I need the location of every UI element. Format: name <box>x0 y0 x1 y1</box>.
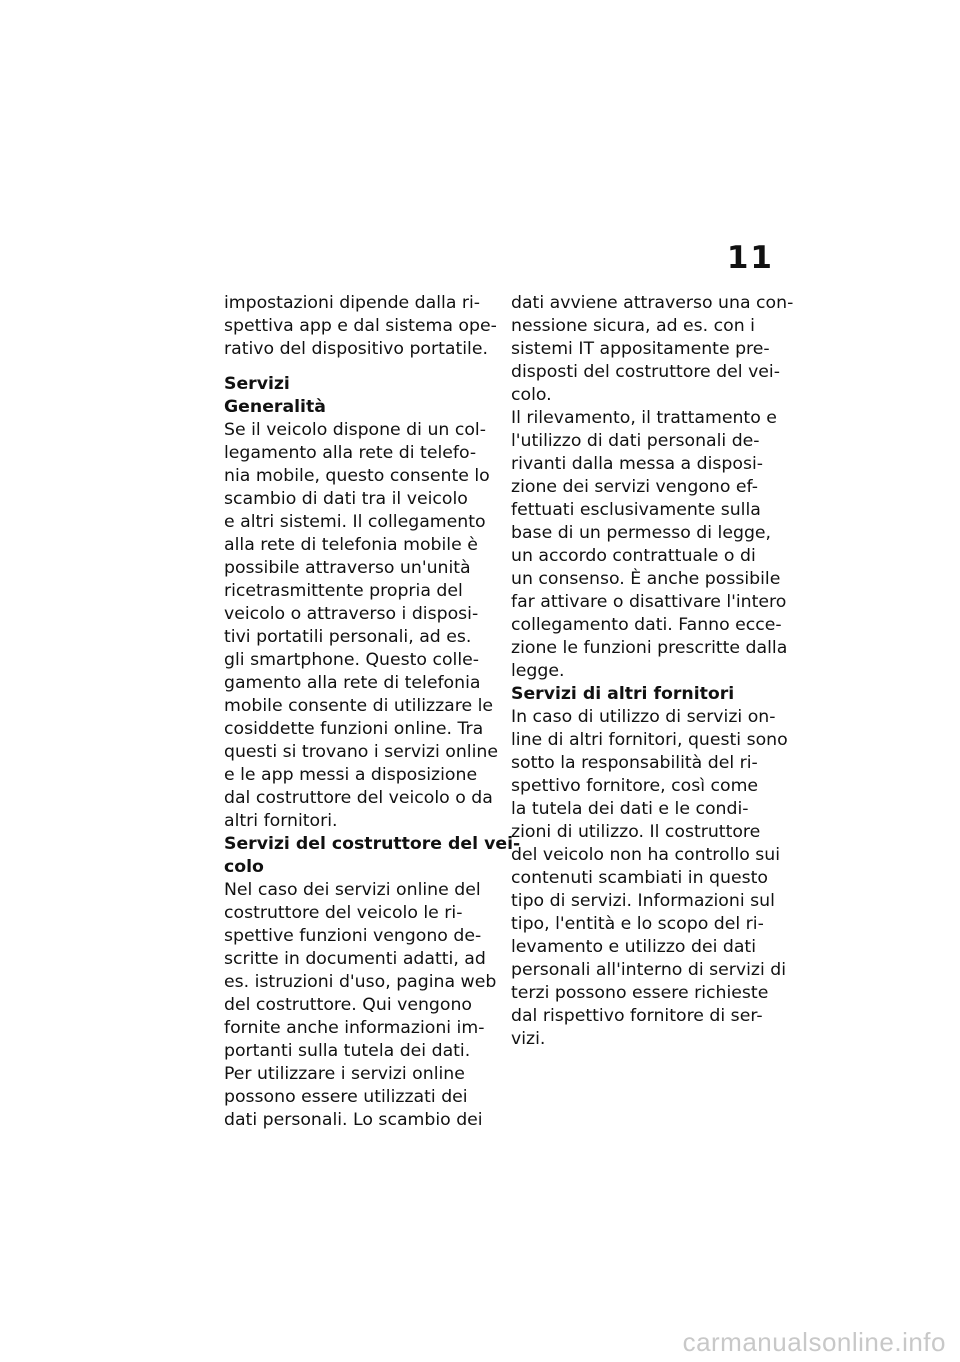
text-line: cosiddette funzioni online. Tra <box>224 719 484 739</box>
text-line: altri fornitori. <box>224 811 338 831</box>
continued-paragraph <box>511 292 794 683</box>
page-number: 11 <box>726 240 774 276</box>
text-line: disposti del costruttore del vei- <box>511 362 780 382</box>
text-line: zione le funzioni prescritte dalla <box>511 638 788 658</box>
text-line: contenuti scambiati in questo <box>511 868 768 888</box>
text-line: spettivo fornitore, così come <box>511 776 759 796</box>
watermark: carmanualsonline.info <box>682 1327 946 1357</box>
text-line: personali all'interno di servizi di <box>511 960 787 980</box>
text-line: legge. <box>511 661 565 681</box>
text-line: tivi portatili personali, ad es. <box>224 627 472 647</box>
text-line: del costruttore. Qui vengono <box>224 995 473 1015</box>
text-line: rivanti dalla messa a disposi- <box>511 454 763 474</box>
text-line: spettive funzioni vengono de- <box>224 926 482 946</box>
text-line: Per utilizzare i servizi online <box>224 1064 465 1084</box>
text-line: mobile consente di utilizzare le <box>224 696 494 716</box>
text-line: dal costruttore del veicolo o da <box>224 788 493 808</box>
heading-line: Servizi del costruttore del vei- <box>224 834 521 854</box>
text-line: portanti sulla tutela dei dati. <box>224 1041 471 1061</box>
text-line: fettuati esclusivamente sulla <box>511 500 761 520</box>
text-line: veicolo o attraverso i disposi- <box>224 604 479 624</box>
text-line: gamento alla rete di telefonia <box>224 673 481 693</box>
text-line: scambio di dati tra il veicolo <box>224 489 468 509</box>
text-line: e le app messi a disposizione <box>224 765 478 785</box>
left-column <box>224 292 521 1132</box>
servizi-costruttore-paragraph <box>224 879 497 1132</box>
text-line: alla rete di telefonia mobile è <box>224 535 478 555</box>
text-line: costruttore del veicolo le ri- <box>224 903 463 923</box>
heading-servizi-costruttore <box>224 833 521 879</box>
text-line: sotto la responsabilità del ri- <box>511 753 758 773</box>
text-line: dal rispettivo fornitore di ser- <box>511 1006 763 1026</box>
intro-paragraph <box>224 292 497 361</box>
text-line: impostazioni dipende dalla ri- <box>224 293 481 313</box>
text-line: ricetrasmittente propria del <box>224 581 463 601</box>
text-line: nessione sicura, ad es. con i <box>511 316 755 336</box>
text-line: questi si trovano i servizi online <box>224 742 498 762</box>
text-line: zione dei servizi vengono ef- <box>511 477 758 497</box>
text-line: fornite anche informazioni im- <box>224 1018 485 1038</box>
text-line: tipo di servizi. Informazioni sul <box>511 891 775 911</box>
text-line: l'utilizzo di dati personali de- <box>511 431 760 451</box>
text-line: es. istruzioni d'uso, pagina web <box>224 972 497 992</box>
text-line: base di un permesso di legge, <box>511 523 772 543</box>
text-line: vizi. <box>511 1029 546 1049</box>
heading-servizi-altri-fornitori: Servizi di altri fornitori <box>511 684 735 704</box>
text-line: Se il veicolo dispone di un col- <box>224 420 486 440</box>
text-line: line di altri fornitori, questi sono <box>511 730 788 750</box>
text-line: la tutela dei dati e le condi- <box>511 799 749 819</box>
text-line: terzi possono essere richieste <box>511 983 769 1003</box>
text-line: gli smartphone. Questo colle- <box>224 650 480 670</box>
text-line: sistemi IT appositamente pre- <box>511 339 770 359</box>
text-line: dati personali. Lo scambio dei <box>224 1110 483 1130</box>
text-line: un accordo contrattuale o di <box>511 546 756 566</box>
text-line: collegamento dati. Fanno ecce- <box>511 615 782 635</box>
text-line: del veicolo non ha controllo sui <box>511 845 781 865</box>
text-line: nia mobile, questo consente lo <box>224 466 490 486</box>
text-line: far attivare o disattivare l'intero <box>511 592 787 612</box>
text-line: scritte in documenti adatti, ad <box>224 949 486 969</box>
text-line: e altri sistemi. Il collegamento <box>224 512 486 532</box>
text-line: possibile attraverso un'unità <box>224 558 471 578</box>
text-line: levamento e utilizzo dei dati <box>511 937 757 957</box>
text-line: possono essere utilizzati dei <box>224 1087 468 1107</box>
heading-generalita: Generalità <box>224 397 326 417</box>
text-line: tipo, l'entità e lo scopo del ri- <box>511 914 764 934</box>
text-line: rativo del dispositivo portatile. <box>224 339 488 359</box>
generalita-paragraph <box>224 419 498 833</box>
text-line: Il rilevamento, il trattamento e <box>511 408 777 428</box>
right-column <box>511 292 794 1051</box>
text-line: dati avviene attraverso una con- <box>511 293 794 313</box>
section-title-servizi: Servizi <box>224 374 290 394</box>
text-line: In caso di utilizzo di servizi on- <box>511 707 776 727</box>
text-line: un consenso. È anche possibile <box>511 569 781 589</box>
servizi-altri-paragraph <box>511 706 788 1051</box>
text-line: zioni di utilizzo. Il costruttore <box>511 822 761 842</box>
text-line: colo. <box>511 385 552 405</box>
text-line: legamento alla rete di telefo- <box>224 443 477 463</box>
heading-line: colo <box>224 857 264 877</box>
text-line: Nel caso dei servizi online del <box>224 880 481 900</box>
text-line: spettiva app e dal sistema ope- <box>224 316 497 336</box>
